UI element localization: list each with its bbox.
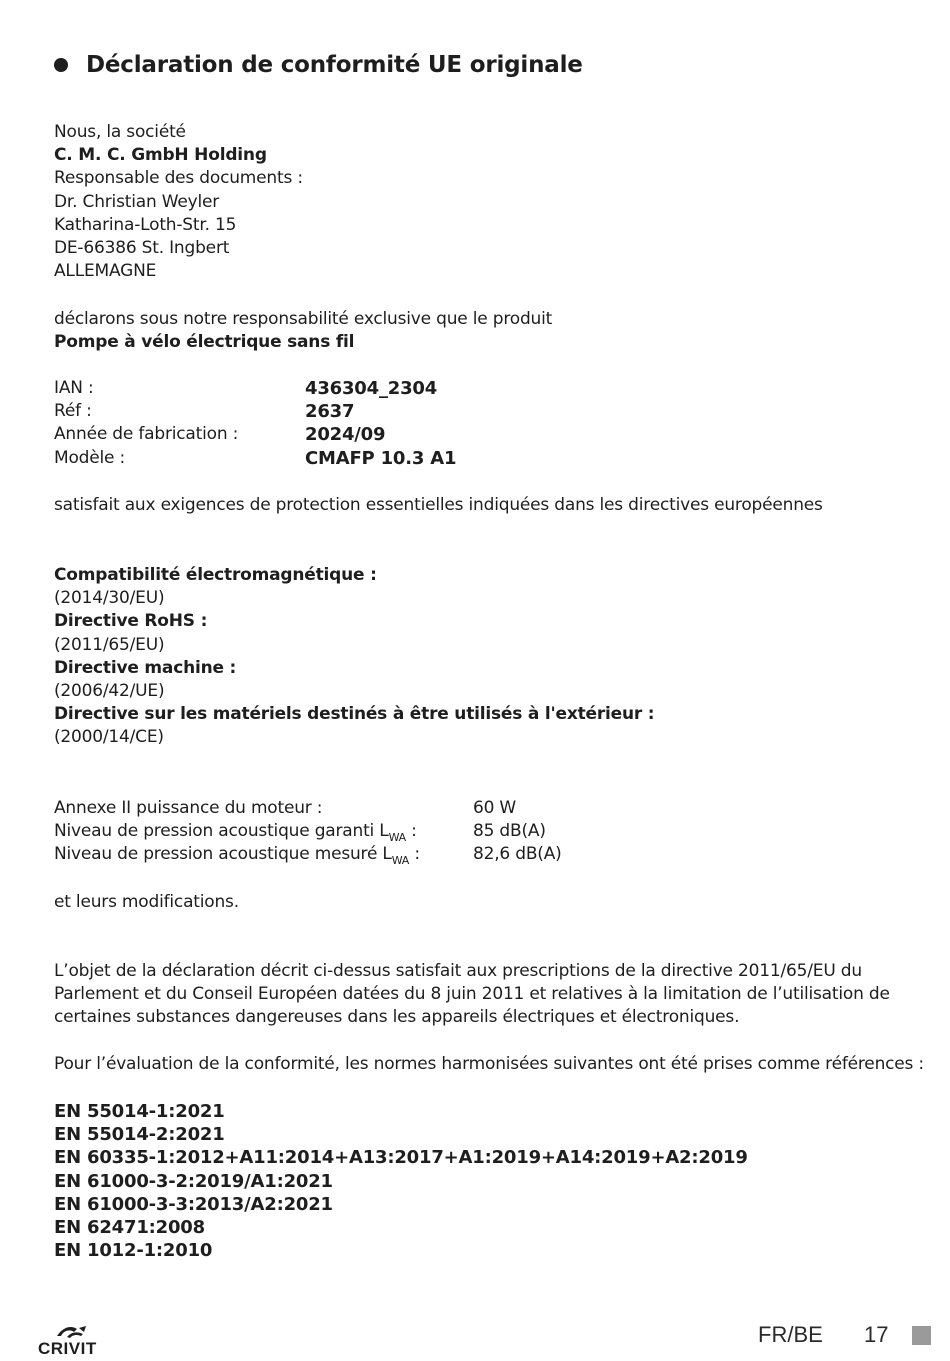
directive-name: Directive sur les matériels destinés à être utilisés à l'extérieur :: [54, 704, 655, 725]
standard-item: EN 62471:2008: [54, 1217, 205, 1239]
standard-item: EN 55014-1:2021: [54, 1101, 225, 1122]
rohs-paragraph-wrap: [54, 960, 894, 1030]
directive-name: Directive RoHS :: [54, 611, 208, 632]
annex-row-measured: [54, 843, 654, 866]
responsible-person: Dr. Christian Weyler: [54, 191, 220, 212]
directive-name: Directive machine :: [54, 657, 237, 678]
company-street: Katharina-Loth-Str. 15: [54, 214, 237, 235]
product-info-value: CMAFP 10.3 A1: [305, 447, 457, 469]
directive-name: Compatibilité électromagnétique :: [54, 565, 377, 585]
requirements-text: satisfait aux exigences de protection essentielles indiquées dans les directives européennes: [54, 495, 823, 515]
measured-subscript: WA: [391, 854, 410, 868]
brand-swoosh-icon: [55, 1323, 89, 1339]
responsible-label: Responsable des documents :: [54, 168, 303, 189]
product-info-row: [54, 447, 554, 470]
page-number: 17: [864, 1322, 889, 1347]
product-info-label: Année de fabrication :: [54, 424, 239, 445]
annex-power-label: Annexe II puissance du moteur :: [54, 798, 323, 818]
product-info-table: [54, 377, 554, 470]
standard-item: EN 1012-1:2010: [54, 1240, 213, 1262]
product-info-value: 2637: [305, 401, 355, 423]
annex-table: [54, 797, 654, 867]
brand-logo: [38, 1323, 108, 1359]
annex-measured-value: 82,6 dB(A): [473, 844, 562, 865]
product-name: Pompe à vélo électrique sans fil: [54, 332, 355, 353]
directives-list: [54, 564, 654, 750]
standard-item: EN 55014-2:2021: [54, 1124, 225, 1146]
directive-code: (2006/42/UE): [54, 681, 165, 702]
annex-row-power: [54, 797, 654, 820]
title-text: Déclaration de conformité UE originale: [86, 52, 583, 78]
company-country: ALLEMAGNE: [54, 261, 157, 282]
standards-intro: Pour l’évaluation de la conformité, les normes harmonisées suivantes ont été prises comme références :: [54, 1054, 924, 1074]
annex-power-value: 60 W: [473, 798, 517, 818]
product-info-row: [54, 400, 554, 423]
company-name: C. M. C. GmbH Holding: [54, 145, 267, 166]
page-marker-square: [912, 1326, 931, 1345]
guaranteed-label-text: Niveau de pression acoustique garanti L: [54, 821, 389, 842]
language-code: FR/BE: [758, 1322, 823, 1347]
guaranteed-colon: :: [405, 821, 417, 842]
directive-code: (2000/14/CE): [54, 727, 164, 748]
product-info-label: Réf :: [54, 401, 92, 422]
bullet-icon: [54, 58, 68, 72]
product-info-row: [54, 423, 554, 446]
standard-item: EN 61000-3-2:2019/A1:2021: [54, 1170, 333, 1192]
document-title: [54, 52, 583, 78]
declaration-intro: déclarons sous notre responsabilité exclusive que le produit: [54, 309, 553, 329]
company-intro: Nous, la société: [54, 122, 186, 142]
declaration-block: [54, 308, 552, 354]
standard-item: EN 60335-1:2012+A11:2014+A13:2017+A1:2019+A14:2019+A2:2019: [54, 1147, 748, 1169]
product-info-row: [54, 377, 554, 400]
rohs-paragraph: L’objet de la déclaration décrit ci-dessus satisfait aux prescriptions de la directive 2011/65/EU du Parlement et du Conseil Européen datées du 8 juin 2011 et relatives à la limitation de l’utilisation de certaines substances dangereuses dans les appareils électriques et électroniques.: [54, 961, 890, 1028]
modifications-text: et leurs modifications.: [54, 892, 239, 912]
annex-guaranteed-value: 85 dB(A): [473, 821, 546, 842]
guaranteed-subscript: WA: [388, 831, 406, 845]
standard-item: EN 61000-3-3:2013/A2:2021: [54, 1193, 333, 1215]
directive-code: (2014/30/EU): [54, 588, 165, 609]
measured-colon: :: [409, 844, 420, 865]
product-info-value: 2024/09: [305, 424, 386, 446]
annex-row-guaranteed: [54, 820, 654, 843]
company-city: DE-66386 St. Ingbert: [54, 238, 230, 259]
measured-label-text: Niveau de pression acoustique mesuré L: [54, 844, 392, 865]
directive-code: (2011/65/EU): [54, 634, 165, 655]
annex-measured-label: [54, 843, 420, 872]
product-info-label: Modèle :: [54, 447, 126, 468]
standards-list: [54, 1100, 748, 1262]
product-info-value: 436304_2304: [305, 378, 438, 399]
product-info-label: IAN :: [54, 378, 94, 398]
company-block: [54, 121, 303, 283]
brand-name: CRIVIT: [38, 1339, 97, 1358]
